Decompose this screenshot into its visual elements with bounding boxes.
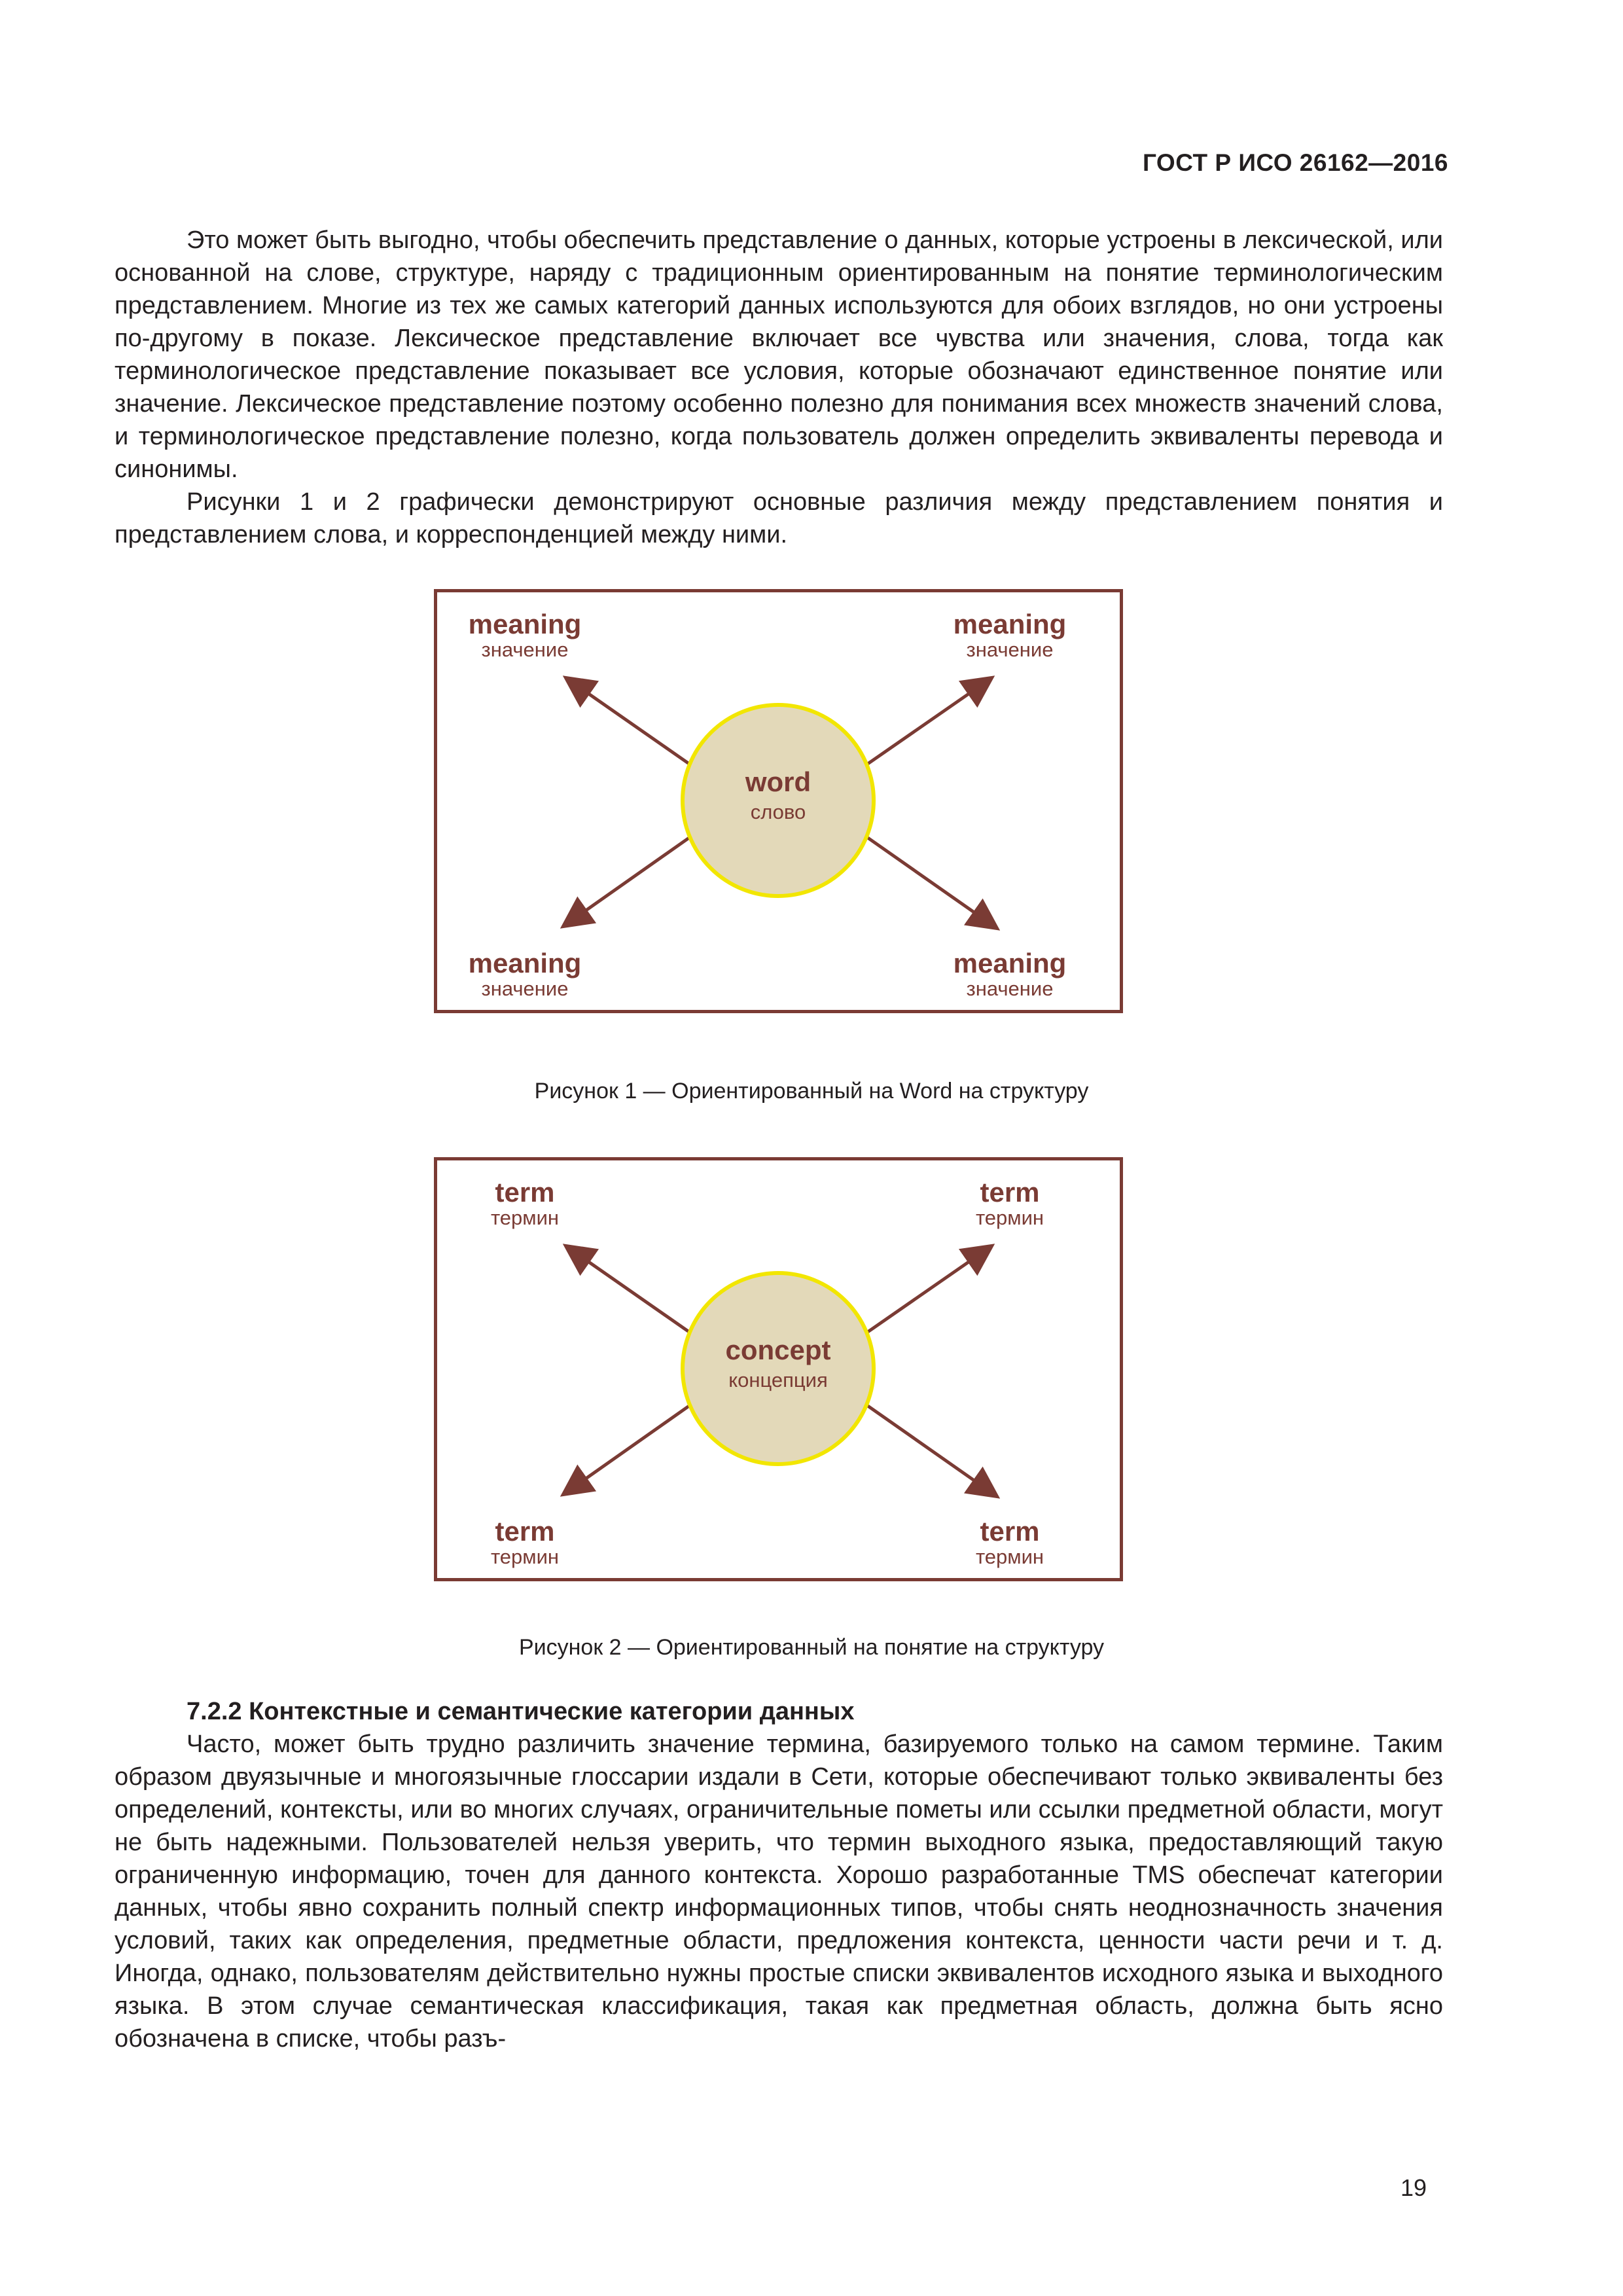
section-heading: 7.2.2 Контекстные и семантические категории данных bbox=[187, 1698, 855, 1725]
intro-paragraph-2: Рисунки 1 и 2 графически демонстрируют основные различия между представлением понятия и представлением слова, и корреспонденцией между ними. bbox=[115, 488, 1443, 548]
label-bottom-right: term термин bbox=[975, 1516, 1044, 1568]
figure-2-diagram bbox=[434, 1157, 1123, 1581]
center-label: word слово bbox=[745, 766, 812, 823]
center-label: concept концепция bbox=[725, 1335, 831, 1391]
arrow-to-bottom-left bbox=[565, 838, 689, 925]
arrow-to-top-right bbox=[868, 679, 990, 764]
figure-1-diagram bbox=[434, 589, 1123, 1013]
figure-1-caption: Рисунок 1 — Ориентированный на Word на структуру bbox=[534, 1079, 1089, 1103]
intro-paragraph-1: Это может быть выгодно, чтобы обеспечить представление о данных, которые устроены в лексической, или основанной на слове, структуре, наряду с традиционным ориентированным на понятие терминологическим представлением. Многие из тех же самых категорий данных используются для обоих взглядов, но они устроены по-другому в показе. Лексическое представление включает все чувства или значения, слова, тогда как терминологическое представление показывает все условия, которые обозначают единственное понятие или значение. Лексическое представление поэтому особенно полезно для понимания всех множеств значений слова, и терминологическое представление полезно, когда пользователь должен определить эквиваленты перевода и синонимы. bbox=[115, 226, 1443, 483]
arrow-to-top-right bbox=[868, 1247, 990, 1332]
intro-text bbox=[115, 224, 1443, 551]
label-bottom-left: term термин bbox=[490, 1516, 560, 1568]
label-top-right: meaning значение bbox=[953, 609, 1067, 661]
label-top-left: meaning значение bbox=[468, 609, 582, 661]
arrow-to-bottom-left bbox=[565, 1406, 689, 1493]
arrow-to-top-left bbox=[568, 1247, 689, 1332]
label-top-left: term термин bbox=[490, 1177, 560, 1229]
section-paragraph: Часто, может быть трудно различить значение термина, базируемого только на самом термине. Таким образом двуязычные и многоязычные глоссарии издали в Сети, которые обеспечивают только эквиваленты без определений, контексты, или во многих случаях, ограничительные пометы или ссылки предметной области, могут не быть надежными. Пользователей нельзя уверить, что термин выходного языка, предоставляющий такую ограниченную информацию, точен для данного контекста. Хорошо разработанные TMS обеспечат категории данных, чтобы явно сохранить полный спектр информационных типов, чтобы снять неоднозначность значения условий, таких как определения, предметные области, предложения контекста, ценности части речи и т. д. Иногда, однако, пользователям действительно нужны простые списки эквивалентов исходного языка и выходного языка. В этом случае семантическая классификация, такая как предметная область, должна быть ясно обозначена в списке, чтобы разъ- bbox=[115, 1731, 1443, 2053]
arrow-to-bottom-right bbox=[868, 1406, 995, 1495]
page-number: 19 bbox=[1400, 2174, 1427, 2201]
figure-2-caption: Рисунок 2 — Ориентированный на понятие на структуру bbox=[518, 1635, 1105, 1660]
label-top-right: term термин bbox=[975, 1177, 1044, 1229]
label-bottom-right: meaning значение bbox=[953, 948, 1067, 1000]
document-header: ГОСТ Р ИСО 26162—2016 bbox=[1142, 149, 1448, 176]
label-bottom-left: meaning значение bbox=[468, 948, 582, 1000]
section-7-2-2 bbox=[115, 1695, 1443, 2055]
arrow-to-bottom-right bbox=[868, 838, 995, 927]
arrow-to-top-left bbox=[568, 679, 689, 764]
